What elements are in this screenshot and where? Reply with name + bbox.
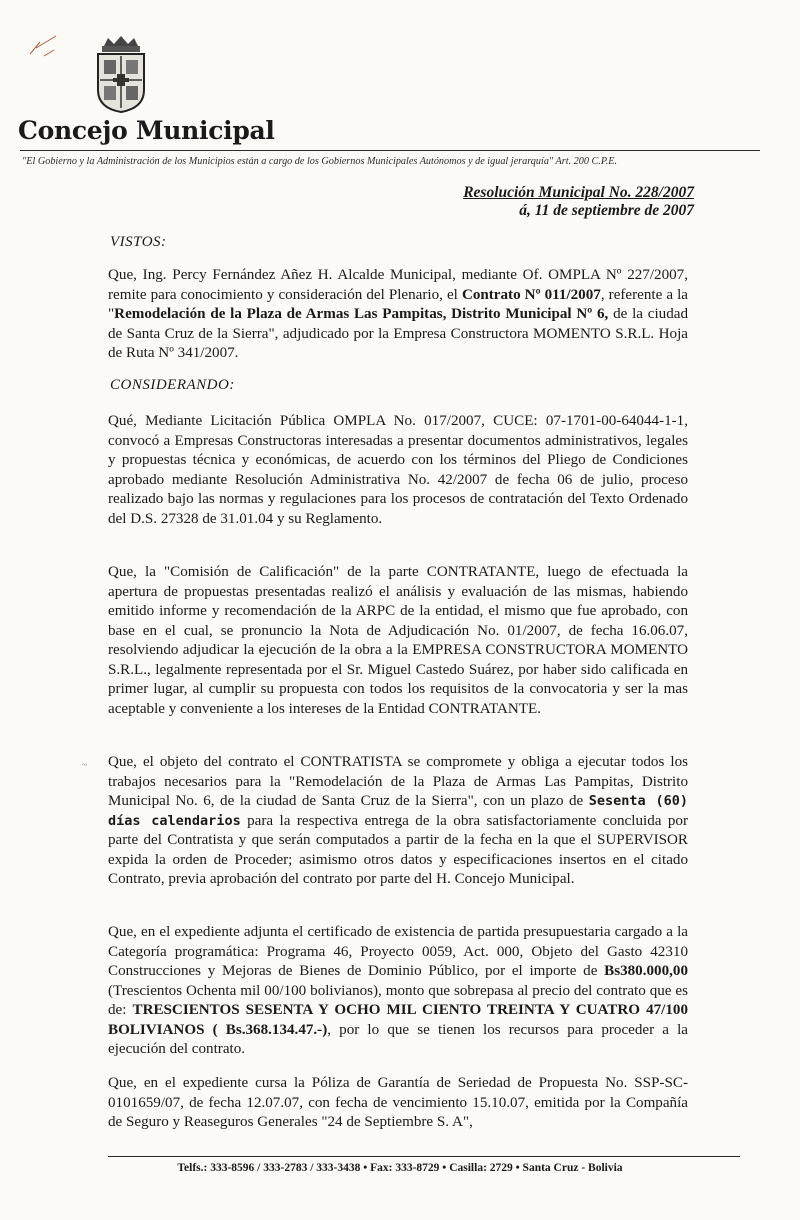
coat-of-arms-emblem — [92, 34, 150, 114]
paragraph-2: Qué, Mediante Licitación Pública OMPLA No. 017/2007, CUCE: 07-1701-00-64044-1-1, convocó a Empresas Constructoras interesadas a presentar documentos administrativos, legales y propuestas técnica y económicas, de acuerdo con los términos del Pliego de Condiciones aprobado mediante Resolución Administrativa No. 42/2007 de fecha 06 de julio, proceso realizado bajo las normas y regulaciones para los procesos de contratación del Texto Ordenado del D.S. 27328 de 31.01.04 y su Reglamento. — [108, 413, 688, 527]
resolution-title: Resolución Municipal No. 228/2007 — [463, 184, 694, 201]
resolution-reference — [463, 184, 694, 220]
header-motto: "El Gobierno y la Administración de los Municipios están a cargo de los Gobiernos Municipales Autónomos y de igual jerarquía" Art. 200 C.P.E. — [22, 156, 618, 167]
term-days: Sesenta (60) días calendarios — [108, 793, 688, 829]
paragraph-1-text-b: , referente a la " — [108, 286, 688, 322]
paragraph-6: Que, en el expediente cursa la Póliza de Garantía de Seriedad de Propuesta No. SSP-SC-0101659/07, de fecha 12.07.07, con fecha de vencimiento 15.10.07, emitida por la Compañía de Seguro y Reaseguros Generales "24 de Septiembre S. A", — [108, 1075, 688, 1130]
footer-divider — [108, 1156, 740, 1157]
pen-scribble-mark — [26, 30, 66, 60]
footer-contact: Telfs.: 333-8596 / 333-2783 / 333-3438 • Fax: 333-8729 • Casilla: 2729 • Santa Cruz - Bolivia — [177, 1162, 623, 1174]
budget-amount: Bs380.000,00 — [604, 963, 688, 979]
margin-mark: ~ — [82, 760, 88, 771]
contract-price: TRESCIENTOS SESENTA Y OCHO MIL CIENTO TREINTA Y CUATRO 47/100 BOLIVIANOS ( Bs.368.134.47.-) — [108, 1002, 688, 1038]
resolution-date: á, 11 de septiembre de 2007 — [519, 202, 694, 219]
paragraph-3: Que, la "Comisión de Calificación" de la parte CONTRATANTE, luego de efectuada la apertura de propuestas presentadas realizó el análisis y evaluación de las mismas, habiendo emitido informe y recomendación de la ARPC de la entidad, el mismo que fue aprobado, con base en el cual, se pronuncio la Nota de Adjudicación No. 01/2007, de fecha 16.06.07, resolviendo adjudicar la ejecución de la obra a la EMPRESA CONSTRUCTORA MOMENTO S.R.L., legalmente representada por el Sr. Miguel Castedo Suárez, por haber sido calificada en primer lugar, al cumplir su propuesta con todos los requisitos de la convocatoria y ser la mas aceptable y conveniente a los intereses de la Entidad CONTRATANTE. — [108, 564, 688, 717]
project-name: Remodelación de la Plaza de Armas Las Pampitas, Distrito Municipal Nº 6, — [114, 306, 609, 322]
paragraph-1 — [108, 266, 688, 364]
organization-name: Concejo Municipal — [18, 116, 275, 145]
paragraph-4 — [108, 753, 688, 890]
paragraph-1-text-a: Que, Ing. Percy Fernández Añez H. Alcalde Municipal, mediante Of. OMPLA Nº 227/2007, remite para conocimiento y consideración del Plenario, el — [108, 267, 688, 303]
section-heading-vistos: VISTOS: — [110, 234, 167, 250]
section-heading-considerando: CONSIDERANDO: — [110, 377, 235, 393]
paragraph-5 — [108, 923, 688, 1060]
contract-number: Contrato Nº 011/2007 — [461, 286, 601, 303]
paragraph-5-text-a: Que, en el expediente adjunta el certificado de existencia de partida presupuestaria cargado a la Categoría programática: Programa 46, Proyecto 0059, Act. 000, Objeto del Gasto 42310 Construcciones y Mejoras de Bienes de Dominio Público, por el importe de — [108, 924, 688, 979]
header-divider — [20, 150, 760, 151]
paragraph-5-text-c: , por lo que se tienen los recursos para proceder a la ejecución del contrato. — [108, 1021, 688, 1057]
paragraph-1-text-c: de la ciudad de Santa Cruz de la Sierra", adjudicado por la Empresa Constructora MOMENTO S.R.L. Hoja de Ruta Nº 341/2007. — [108, 306, 688, 361]
paragraph-5-text-b: (Trescientos Ochenta mil 00/100 bolivianos), monto que sobrepasa al precio del contrato que es de: — [108, 982, 688, 1018]
paragraph-4-text-b: para la respectiva entrega de la obra satisfactoriamente concluida por parte del Contratista y que serán computados a partir de la fecha en la que el SUPERVISOR expida la orden de Proceder; asimismo otros datos y especificaciones insertos en el citado Contrato, previa aprobación del contrato por parte del H. Concejo Municipal. — [108, 812, 688, 887]
paragraph-4-text-a: Que, el objeto del contrato el CONTRATISTA se compromete y obliga a ejecutar todos los trabajos necesarios para la "Remodelación de la Plaza de Armas Las Pampitas, Distrito Municipal No. 6, de la ciudad de Santa Cruz de la Sierra", con un plazo de — [108, 754, 688, 809]
